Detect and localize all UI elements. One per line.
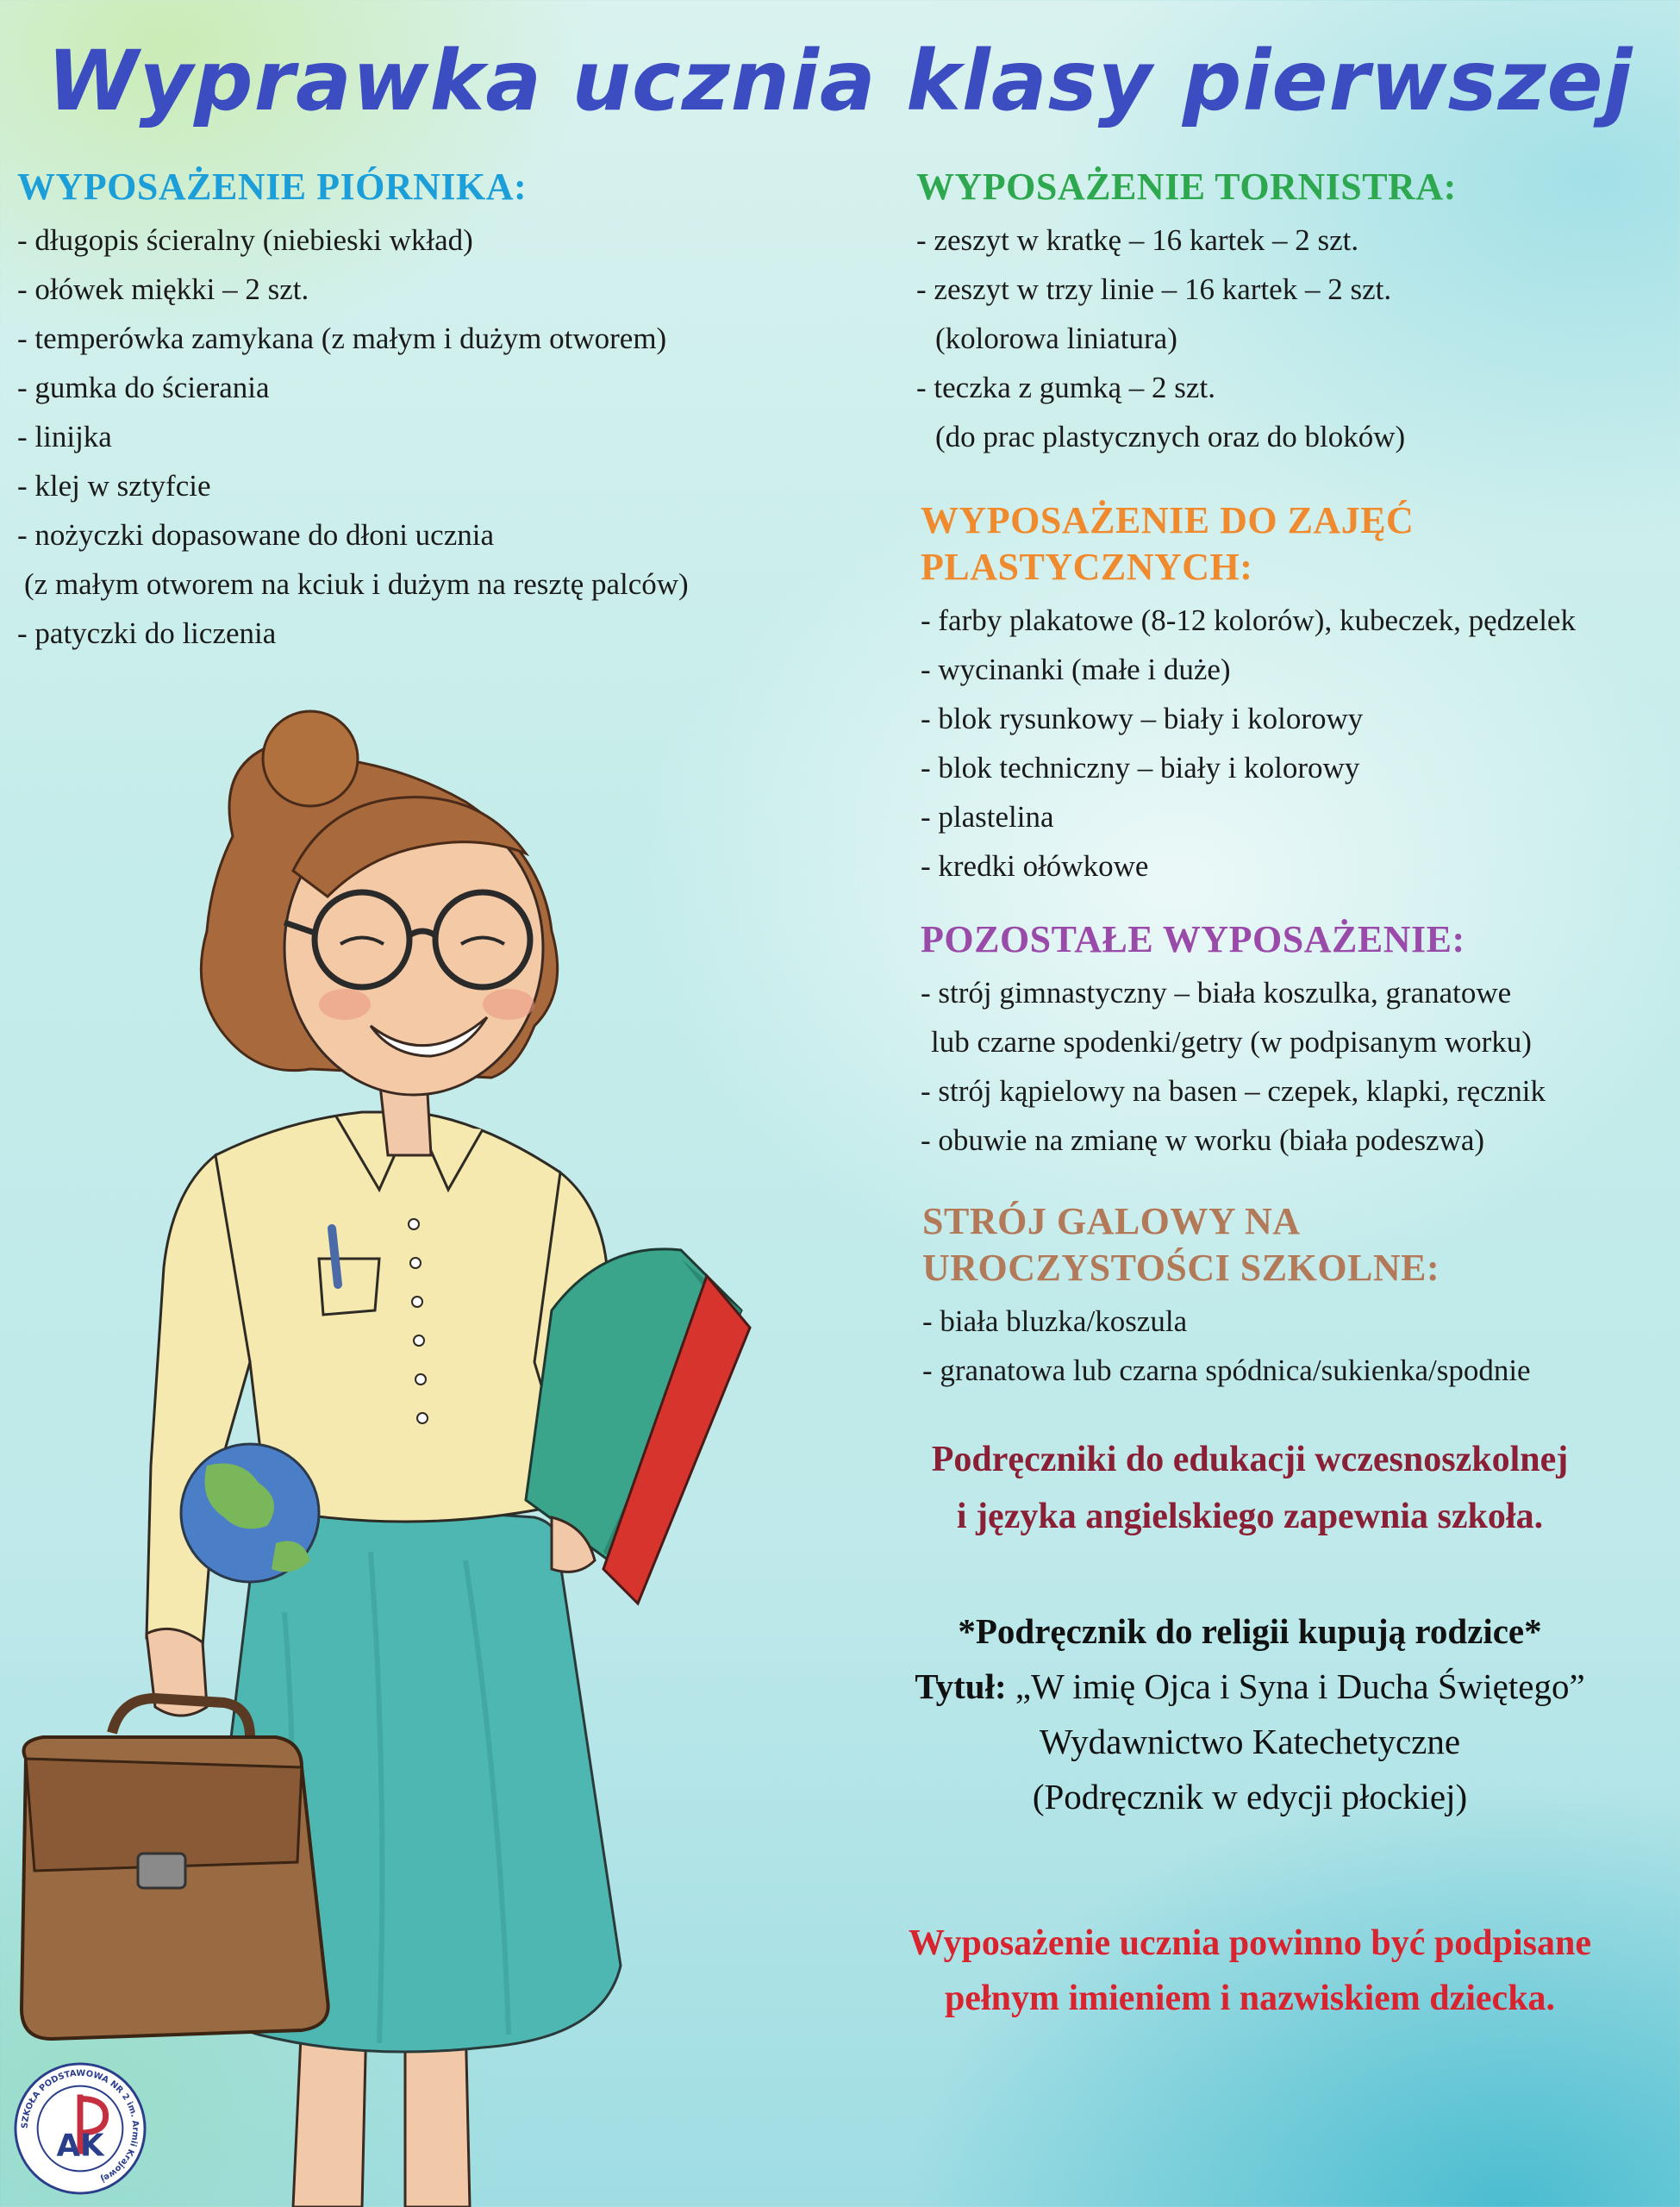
section-heading-other-equipment: POZOSTAŁE WYPOSAŻENIE:: [921, 918, 1465, 960]
list-item: - strój gimnastyczny – biała koszulka, granatowe: [921, 976, 1512, 1010]
note-line: Podręczniki do edukacji wczesnoszkolnej: [931, 1440, 1569, 1479]
list-item: - blok techniczny – biały i kolorowy: [921, 751, 1360, 785]
list-item-note: (z małym otworem na kciuk i dużym na resztę palców): [24, 567, 689, 601]
student-illustration: [0, 707, 776, 2207]
book-title-value: „W imię Ojca i Syna i Ducha Świętego”: [1006, 1666, 1585, 1706]
list-item: - zeszyt w trzy linie – 16 kartek – 2 szt.: [916, 272, 1392, 306]
page-title: Wyprawka ucznia klasy pierwszej: [47, 33, 1633, 129]
heading-line: WYPOSAŻENIE DO ZAJĘĆ: [921, 499, 1415, 541]
list-item: - granatowa lub czarna spódnica/sukienka/spodnie: [922, 1354, 1531, 1387]
note-line: Wyposażenie ucznia powinno być podpisane: [909, 1923, 1591, 1963]
note-line: pełnym imieniem i nazwiskiem dziecka.: [944, 1979, 1556, 2018]
list-item: - patyczki do liczenia: [17, 616, 277, 650]
school-logo: [12, 2060, 148, 2197]
list-item: - biała bluzka/koszula: [922, 1304, 1188, 1338]
logo-ring-text: SZKOŁA PODSTAWOWA NR 2 im. Armii Krajowej: [20, 2068, 141, 2184]
list-item: - zeszyt w kratkę – 16 kartek – 2 szt.: [916, 223, 1359, 257]
section-backpack: [916, 164, 1457, 461]
section-heading-pencil-case: WYPOSAŻENIE PIÓRNIKA:: [17, 166, 528, 208]
section-heading-art-supplies: [921, 497, 1679, 591]
list-item: - teczka z gumką – 2 szt.: [916, 371, 1215, 404]
note-line: i języka angielskiego zapewnia szkoła.: [956, 1497, 1544, 1536]
list-item: - farby plakatowe (8-12 kolorów), kubeczek, pędzelek: [921, 603, 1576, 637]
list-item: - wycinanki (małe i duże): [921, 653, 1231, 686]
list-item: - ołówek miękki – 2 szt.: [17, 272, 309, 306]
section-heading-formal-outfit: [922, 1198, 1531, 1291]
section-formal-outfit: [922, 1198, 1531, 1395]
list-item: - kredki ołówkowe: [921, 849, 1149, 883]
list-item: - klej w sztyfcie: [17, 469, 211, 503]
religion-book-note: [802, 1604, 1680, 1824]
textbooks-note: [802, 1431, 1680, 1545]
list-item: - linijka: [17, 420, 112, 453]
list-item: - temperówka zamykana (z małym i dużym otworem): [17, 322, 667, 355]
list-item: - blok rysunkowy – biały i kolorowy: [921, 702, 1364, 735]
list-item: - plastelina: [921, 800, 1054, 834]
logo-letters: AK: [56, 2128, 104, 2164]
labeling-note: [802, 1916, 1680, 2026]
heading-line: UROCZYSTOŚCI SZKOLNE:: [922, 1247, 1440, 1289]
list-item: - nożyczki dopasowane do dłoni ucznia: [17, 518, 495, 552]
heading-line: STRÓJ GALOWY NA: [922, 1200, 1301, 1242]
section-other-equipment: [921, 916, 1546, 1165]
note-line: *Podręcznik do religii kupują rodzice*: [958, 1611, 1542, 1651]
section-art-supplies: [921, 497, 1679, 891]
edition-line: (Podręcznik w edycji płockiej): [1032, 1777, 1468, 1816]
list-item: - długopis ścieralny (niebieski wkład): [17, 223, 473, 257]
list-item-note: lub czarne spodenki/getry (w podpisanym worku): [931, 1025, 1532, 1059]
book-title-label: Tytuł:: [915, 1666, 1007, 1706]
globe: [181, 1444, 319, 1582]
section-pencil-case: [17, 164, 689, 658]
list-item-note: (kolorowa liniatura): [935, 322, 1177, 355]
list-item: - gumka do ścierania: [17, 371, 270, 404]
list-item-note: (do prac plastycznych oraz do bloków): [935, 420, 1406, 453]
section-heading-backpack: WYPOSAŻENIE TORNISTRA:: [916, 166, 1457, 208]
briefcase: [22, 1698, 328, 2039]
publisher-line: Wydawnictwo Katechetyczne: [1039, 1722, 1461, 1761]
heading-line: PLASTYCZNYCH:: [921, 546, 1253, 588]
list-item: - obuwie na zmianę w worku (biała podeszwa): [921, 1123, 1485, 1157]
book-title-line: [802, 1659, 1680, 1714]
list-item: - strój kąpielowy na basen – czepek, klapki, ręcznik: [921, 1074, 1546, 1108]
